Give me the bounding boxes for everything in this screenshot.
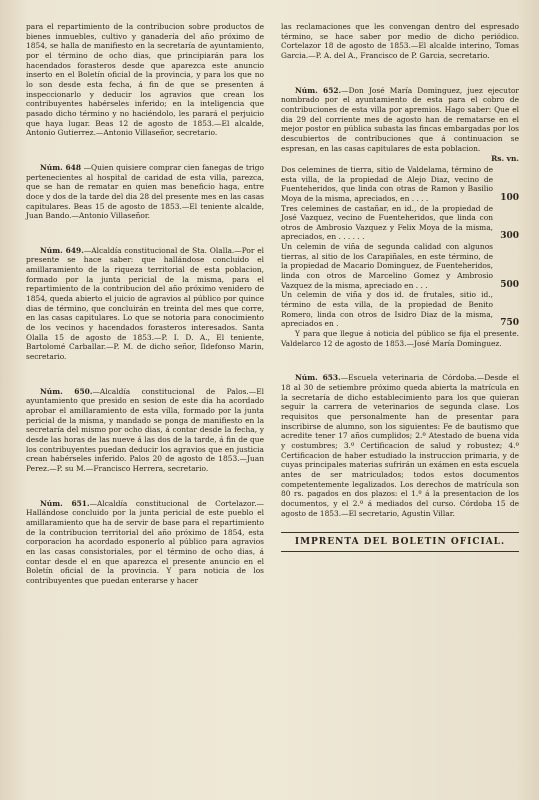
notice-text: —Don José María Dominguez, juez ejecutor nombrado por el ayuntamiento de esta para el cobro de contribuciones de esta villa por apremios. Hago saber: Que el dia 29 del corriente mes de agosto han de rematarse en el mejor postor en pública subasta las fincas embargadas por los descubiertos de contribuciones que á continuacion se espresan, en las casas capitulares de esta poblacion. xyxy=(281,85,519,153)
notice-number: Núm. 648 xyxy=(40,162,82,172)
entry-text: Tres celemines de castañar, en id., de la propiedad de José Vazquez, vecino de Fuenteheridos, que linda con otros de Ambrosio Vazquez y Felix Moya de la misma, apreciados, en . . . . . . xyxy=(281,203,493,242)
notice-number: Núm. 649. xyxy=(40,245,84,255)
notice-number: Núm. 650. xyxy=(40,386,93,396)
notice-text: —Alcaldía constitucional de Sta. Olalla.—Por el presente se hace saber: que hallándose concluido el amillaramiento de la riqueza territorial de esta poblacion, formado por la junta pericial de la misma, para el repartimiento de la contribucion del año próximo venidero de 1854, queda abierto el juicio de agravios al público por quince dias de término, que concluirán en treinta del mes que corre, en las casas capitulares. Lo que se notoria para conocimiento de los vecinos y hacendados forasteros interesados. Santa Olalla 15 de agosto de 1853.—P. I. D. A., El teniente, Bartolomé Carballar.—P. M. de dicho señor, Ildefonso Marin, secretario. xyxy=(26,245,265,362)
entry-text: Dos celemines de tierra, sitio de Valdelama, término de esta villa, de la propiedad de Alejo Diaz, vecino de Fuenteheridos, que linda con otras de Ramon y Basilio Moya de la misma, apreciados, en . . . . xyxy=(281,164,493,203)
footer-rule-bottom xyxy=(281,551,519,552)
notice-652 xyxy=(281,86,519,349)
auction-entry xyxy=(281,165,519,204)
entry-text: Un celemin de viña de segunda calidad con algunos tierras, al sitio de los Carapiñales, en este término, de la propiedad de Macario Dominguez, de Fuenteheridos, linda con otros de Marcelino Gomez y Ambrosio Vazquez de la misma, apreciado en . . . xyxy=(281,242,493,290)
notice-number: Núm. 651. xyxy=(40,498,90,508)
entry-price: 100 xyxy=(500,192,519,203)
left-column xyxy=(26,22,264,784)
entry-price: 750 xyxy=(500,318,519,329)
right-column xyxy=(281,22,519,784)
notice-649 xyxy=(26,246,264,362)
auction-entry xyxy=(281,242,519,290)
notice-text: —Alcaldía constitucional de Palos.—El ayuntamiento que presido en sesion de este dia ha acordado aprobar el amillaramiento de esta villa, formado por la junta pericial de la misma, y mandado se ponga de manifiesto en la secretaría del mismo por ocho dias, á contar desde la fecha, y desde las horas de las nueve á las dos de la tarde, á fin de que los contribuyentes puedan deducir los agravios que en justicia crean habérseles inferido. Palos 20 de agosto de 1853.—Juan Perez.—P. su M.—Francisco Herrera, secretario. xyxy=(26,386,265,473)
auction-entry xyxy=(281,290,519,329)
notice-number: Núm. 653. xyxy=(295,373,341,383)
notice-closing: Y para que llegue á noticia del público se fija el presente. Valdelarco 12 de agosto de 1853.—José María Dominguez. xyxy=(281,329,519,348)
notice-continuation-beas xyxy=(26,22,264,138)
notice-651 xyxy=(26,499,264,586)
entry-price: 500 xyxy=(500,279,519,290)
notice-text: —Alcaldía constitucional de Cortelazor.—Hallándose concluido por la junta pericial de este pueblo el amillaramiento que ha de servir de base para el repartimiento de la contribucion territorial del año próximo de 1854, esta corporacion ha acordado esponerlo al público para agravios en las casas consistoriales, por el término de ocho dias, á contar desde el en que aparezca el presente anuncio en el Boletín oficial de la provincia. Y para noticia de los contribuyentes que puedan enterarse y hacer xyxy=(26,498,264,585)
currency-column-header: Rs. vn. xyxy=(491,154,519,164)
notice-651-continuation xyxy=(281,22,519,61)
notice-text: para el repartimiento de la contribucion sobre productos de bienes inmuebles, cultivo y ganadería del año próximo de 1854, se halla de manifiesto en la secretaría de ayuntamiento, por el término de ocho dias, que principiarán para los hacendados forasteros desde que aparezca este anuncio inserto en el Boletín oficial de la provincia, y para los que no lo son desde esta fecha, á fin de que se presenten á inspeccionarlo y deducir los agravios que crean los contribuyentes habérseles inferido; en la inteligencia que pasado dicho término y no haciéndolo, les parará el perjuicio que haya lugar. Beas 12 de agosto de 1853.—El alcalde, Antonio Gutierrez.—Antonio Villaseñor, secretario. xyxy=(26,22,264,138)
notice-text: —Escuela veterinaria de Córdoba.—Desde el 18 al 30 de setiembre próximo queda abierta la matrícula en la secretaría de dicho establecimiento para los que quieran seguir la carrera de veterinarios de segunda clase. Los requisitos que personalmente han de presentar para inscribirse de alumno, son los siguientes: Fe de bautismo que acredite tener 17 años cumplidos; 2.º Atestado de buena vida y costumbres; 3.º Certificacion de salud y robustez; 4.º Certificacion de haber estudiado la instruccion primaria, y de cuyas principales materias sufrirán un exámen en esta escuela antes de ser matriculados; todos estos documentos competentemente legalizados. Los derechos de matrícula son 80 rs. pagados en dos plazos: el 1.º á la presentacion de los documentos, y el 2.º á mediados del curso. Córdoba 15 de agosto de 1853.—El secretario, Agustin Villar. xyxy=(281,373,520,518)
notice-text: las reclamaciones que les convengan dentro del espresado término, se hace saber por medio de dicho periódico. Cortelazor 18 de agosto de 1853.—El alcalde interino, Tomas Garcia.—P. A. del A., Francisco de P. Garcia, secretario. xyxy=(281,22,519,60)
entry-text: Un celemin de viña y dos id. de frutales, sitio id., término de esta villa, de la propiedad de Benito Romero, linda con otros de Isidro Diaz de la misma, apreciados en . xyxy=(281,290,493,329)
notice-number: Núm. 652. xyxy=(295,85,342,95)
entry-price: 300 xyxy=(500,231,519,242)
notice-653 xyxy=(281,373,519,518)
notice-text: —Quien quisiere comprar cien fanegas de trigo pertenecientes al hospital de caridad de esta villa, parezca, que se han de rematar en quien mas beneficio haga, entre doce y dos de la tarde del dia 28 del presente mes en las casas capitulares. Beas 15 de agosto de 1853.—El teniente alcalde, Juan Bando.—Antonio Villaseñor. xyxy=(26,162,264,221)
notice-650 xyxy=(26,387,264,474)
notice-648 xyxy=(26,163,264,221)
footer-rule-top xyxy=(281,532,519,533)
printer-footer: IMPRENTA DEL BOLETIN OFICIAL. xyxy=(294,537,506,548)
auction-entry xyxy=(281,204,519,243)
